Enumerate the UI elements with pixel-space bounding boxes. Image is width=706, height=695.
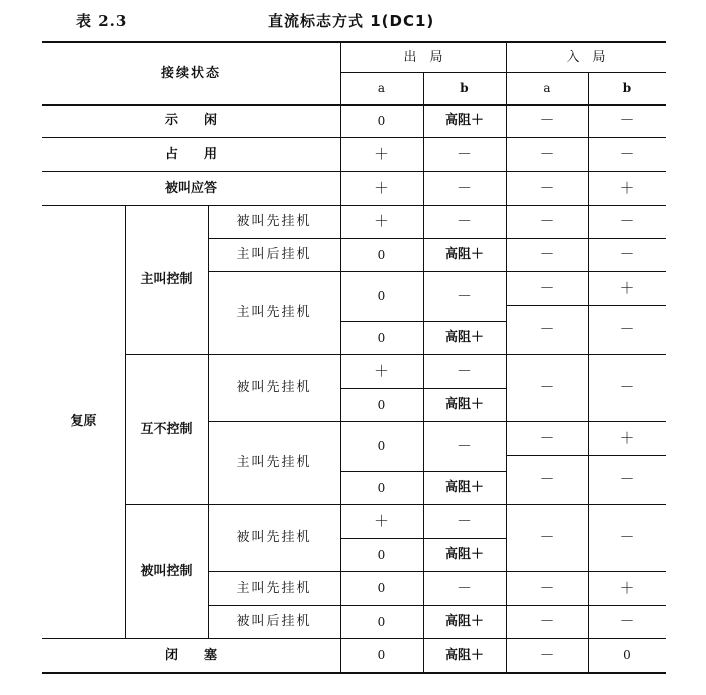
in-b-value: － <box>619 144 635 163</box>
in-a-value: － <box>539 645 555 664</box>
row-label: 占用 <box>164 146 243 162</box>
out-b-value: 高阻＋ <box>444 330 484 345</box>
sub-row-label: 被叫先挂机 <box>236 214 312 229</box>
in-b-value: － <box>619 111 635 129</box>
in-a-value: － <box>539 144 555 163</box>
out-b-value: 高阻＋ <box>444 480 484 495</box>
out-a-value: 0 <box>377 397 386 412</box>
in-a-value: － <box>539 470 555 488</box>
out-b-value: 高阻＋ <box>444 614 484 629</box>
out-b-value: － <box>456 178 472 197</box>
out-b-value: － <box>456 436 472 455</box>
sub-row-label: 被叫后挂机 <box>236 614 312 629</box>
in-b-value: － <box>619 528 635 546</box>
out-a-value: 0 <box>377 289 386 303</box>
sub-row-label: 主叫后挂机 <box>236 247 312 262</box>
header-outgoing: 出 局 <box>403 49 443 65</box>
header-out-b: b <box>460 81 469 95</box>
table-number: 表 2.3 <box>76 12 128 30</box>
sub-row-label: 主叫先挂机 <box>236 305 312 320</box>
out-a-value: ＋ <box>373 361 389 380</box>
sub-row-label: 主叫先挂机 <box>236 580 312 596</box>
row-label: 闭塞 <box>164 647 243 663</box>
out-a-value: ＋ <box>373 511 389 530</box>
header-state-label: 接续状态 <box>160 65 221 81</box>
header-in-b: b <box>622 81 632 95</box>
table-title: 直流标志方式 1(DC1) <box>268 12 435 30</box>
in-a-value: － <box>539 612 555 630</box>
in-b-value: － <box>619 245 635 263</box>
in-b-value: － <box>619 470 635 488</box>
sub-row-label: 被叫先挂机 <box>236 380 312 395</box>
in-b-value: － <box>619 378 635 396</box>
in-a-value: － <box>539 578 555 597</box>
out-a-value: ＋ <box>373 178 389 197</box>
table-bottom-border <box>42 672 666 674</box>
group-label: 互不控制 <box>140 421 193 437</box>
out-a-value: 0 <box>377 113 386 128</box>
out-b-value: 高阻＋ <box>444 647 484 663</box>
header-incoming: 入 局 <box>566 49 606 65</box>
out-b-value: － <box>456 361 472 380</box>
out-b-value: 高阻＋ <box>444 397 484 412</box>
out-a-value: ＋ <box>373 212 389 230</box>
out-a-value: 0 <box>377 648 386 662</box>
out-a-value: 0 <box>377 614 386 629</box>
out-b-value: 高阻＋ <box>444 247 484 262</box>
in-a-value: － <box>539 428 555 447</box>
in-b-value: ＋ <box>619 278 635 297</box>
out-b-value: 高阻＋ <box>444 113 484 128</box>
out-b-value: － <box>456 212 472 230</box>
row-label: 示闲 <box>164 113 243 128</box>
out-a-value: 0 <box>377 439 386 453</box>
out-b-value: － <box>456 578 472 597</box>
in-b-value: ＋ <box>619 178 635 197</box>
out-a-value: 0 <box>377 330 386 345</box>
in-b-value: － <box>619 612 635 630</box>
sub-row-label: 主叫先挂机 <box>236 455 312 470</box>
sub-row-label: 被叫先挂机 <box>236 530 312 545</box>
in-b-value: － <box>619 320 635 338</box>
header-out-a: a <box>377 81 386 95</box>
in-a-value: － <box>539 212 555 230</box>
in-b-value: ＋ <box>619 578 635 597</box>
in-a-value: － <box>539 278 555 297</box>
header-in-a: a <box>543 81 551 95</box>
group-label: 被叫控制 <box>140 563 193 579</box>
row-label: 被叫应答 <box>164 180 217 196</box>
out-b-value: 高阻＋ <box>444 547 484 562</box>
group-label: 主叫控制 <box>140 272 193 287</box>
out-b-value: － <box>456 286 472 305</box>
out-b-value: － <box>456 144 472 163</box>
release-label: 复原 <box>70 414 97 429</box>
in-a-value: － <box>539 378 555 396</box>
in-b-value: ＋ <box>619 428 635 447</box>
in-a-value: － <box>539 111 555 129</box>
out-a-value: 0 <box>377 547 386 562</box>
in-a-value: － <box>539 245 555 263</box>
out-a-value: 0 <box>377 581 386 595</box>
out-a-value: 0 <box>377 480 386 495</box>
out-b-value: － <box>456 511 472 530</box>
out-a-value: 0 <box>377 247 386 262</box>
in-b-value: － <box>619 212 635 230</box>
in-b-value: 0 <box>623 648 631 662</box>
in-a-value: － <box>539 178 555 197</box>
in-a-value: － <box>539 528 555 546</box>
out-a-value: ＋ <box>373 144 389 163</box>
in-a-value: － <box>539 320 555 338</box>
